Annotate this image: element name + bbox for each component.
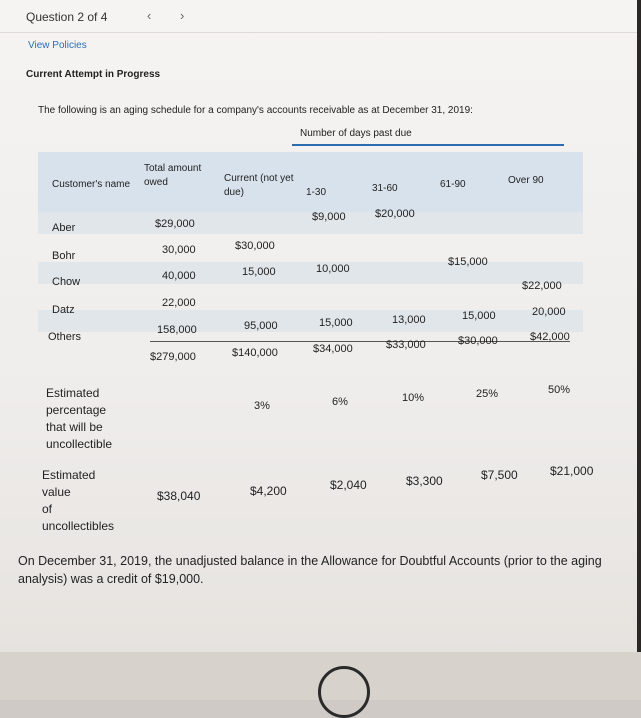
col-header-customer: Customer's name [52, 179, 131, 190]
col-header-31-60: 31-60 [372, 183, 398, 194]
total-cell-over-90: $42,000 [530, 331, 570, 343]
pct-cell-61-90: 25% [476, 388, 499, 400]
table-cell-name: Datz [52, 304, 75, 316]
table-cell-current: 15,000 [242, 266, 276, 278]
totals-divider [150, 341, 570, 342]
col-header-1-30: 1-30 [306, 187, 327, 198]
total-cell-31-60: $33,000 [386, 339, 426, 351]
table-cell-61-90: 15,000 [462, 310, 496, 322]
days-past-due-header: Number of days past due [300, 128, 412, 139]
table-row-bg [38, 212, 583, 234]
total-cell-1-30: $34,000 [313, 343, 353, 355]
view-policies-link[interactable]: View Policies [28, 40, 87, 51]
table-cell-1-30: 15,000 [319, 317, 353, 329]
col-header-61-90: 61-90 [440, 179, 466, 190]
table-cell-total: $29,000 [155, 218, 195, 230]
home-button-icon[interactable] [318, 666, 370, 718]
table-cell-1-30: $9,000 [312, 211, 346, 223]
value-cell-over-90: $21,000 [550, 464, 594, 478]
total-cell-total: $279,000 [150, 351, 196, 363]
table-cell-name: Others [48, 331, 82, 343]
table-row-bg [38, 262, 583, 284]
chevron-left-icon[interactable]: ‹ [147, 8, 152, 23]
question-followup-text: On December 31, 2019, the unadjusted balance in the Allowance for Doubtful Accounts (prior to the aging analysis) was a credit of $19,000. [18, 554, 602, 586]
table-cell-name: Bohr [52, 250, 76, 262]
value-cell-61-90: $7,500 [481, 468, 518, 482]
table-cell-total: 158,000 [157, 324, 197, 336]
table-row-bg [38, 310, 583, 332]
total-cell-current: $140,000 [232, 347, 278, 359]
question-prompt: The following is an aging schedule for a company's accounts receivable as at December 31, 2019: [38, 105, 473, 116]
total-cell-61-90: $30,000 [458, 335, 498, 347]
table-cell-current: 95,000 [244, 320, 278, 332]
device-bezel [637, 0, 641, 700]
table-cell-31-60: $20,000 [375, 208, 415, 220]
table-cell-current: $30,000 [235, 240, 275, 252]
table-cell-61-90: $15,000 [448, 256, 488, 268]
chevron-right-icon[interactable]: › [180, 8, 185, 23]
table-cell-name: Aber [52, 222, 76, 234]
value-cell-31-60: $3,300 [406, 474, 443, 488]
col-header-over-90: Over 90 [508, 175, 544, 186]
value-cell-current: $4,200 [250, 484, 287, 498]
table-cell-total: 22,000 [162, 297, 196, 309]
question-topbar [0, 0, 637, 33]
pct-cell-1-30: 6% [332, 396, 348, 408]
value-row-label: Estimated value of uncollectibles [42, 468, 115, 533]
table-cell-over-90: 20,000 [532, 306, 566, 318]
table-cell-31-60: 13,000 [392, 314, 426, 326]
pct-cell-over-90: 50% [548, 384, 571, 396]
question-counter: Question 2 of 4 [26, 10, 108, 24]
header-divider [292, 144, 564, 146]
table-cell-total: 40,000 [162, 270, 196, 282]
table-cell-1-30: 10,000 [316, 263, 350, 275]
pct-cell-current: 3% [254, 400, 270, 412]
col-header-current: Current (not yet due) [224, 173, 294, 198]
value-cell-1-30: $2,040 [330, 478, 367, 492]
pct-row-label: Estimated percentage that will be uncollectible [46, 386, 113, 451]
attempt-status: Current Attempt in Progress [26, 69, 161, 80]
table-cell-total: 30,000 [162, 244, 196, 256]
table-cell-name: Chow [52, 276, 81, 288]
value-cell-total: $38,040 [157, 489, 201, 503]
col-header-total: Total amount owed [144, 163, 202, 188]
table-cell-over-90: $22,000 [522, 280, 562, 292]
pct-cell-31-60: 10% [402, 392, 425, 404]
